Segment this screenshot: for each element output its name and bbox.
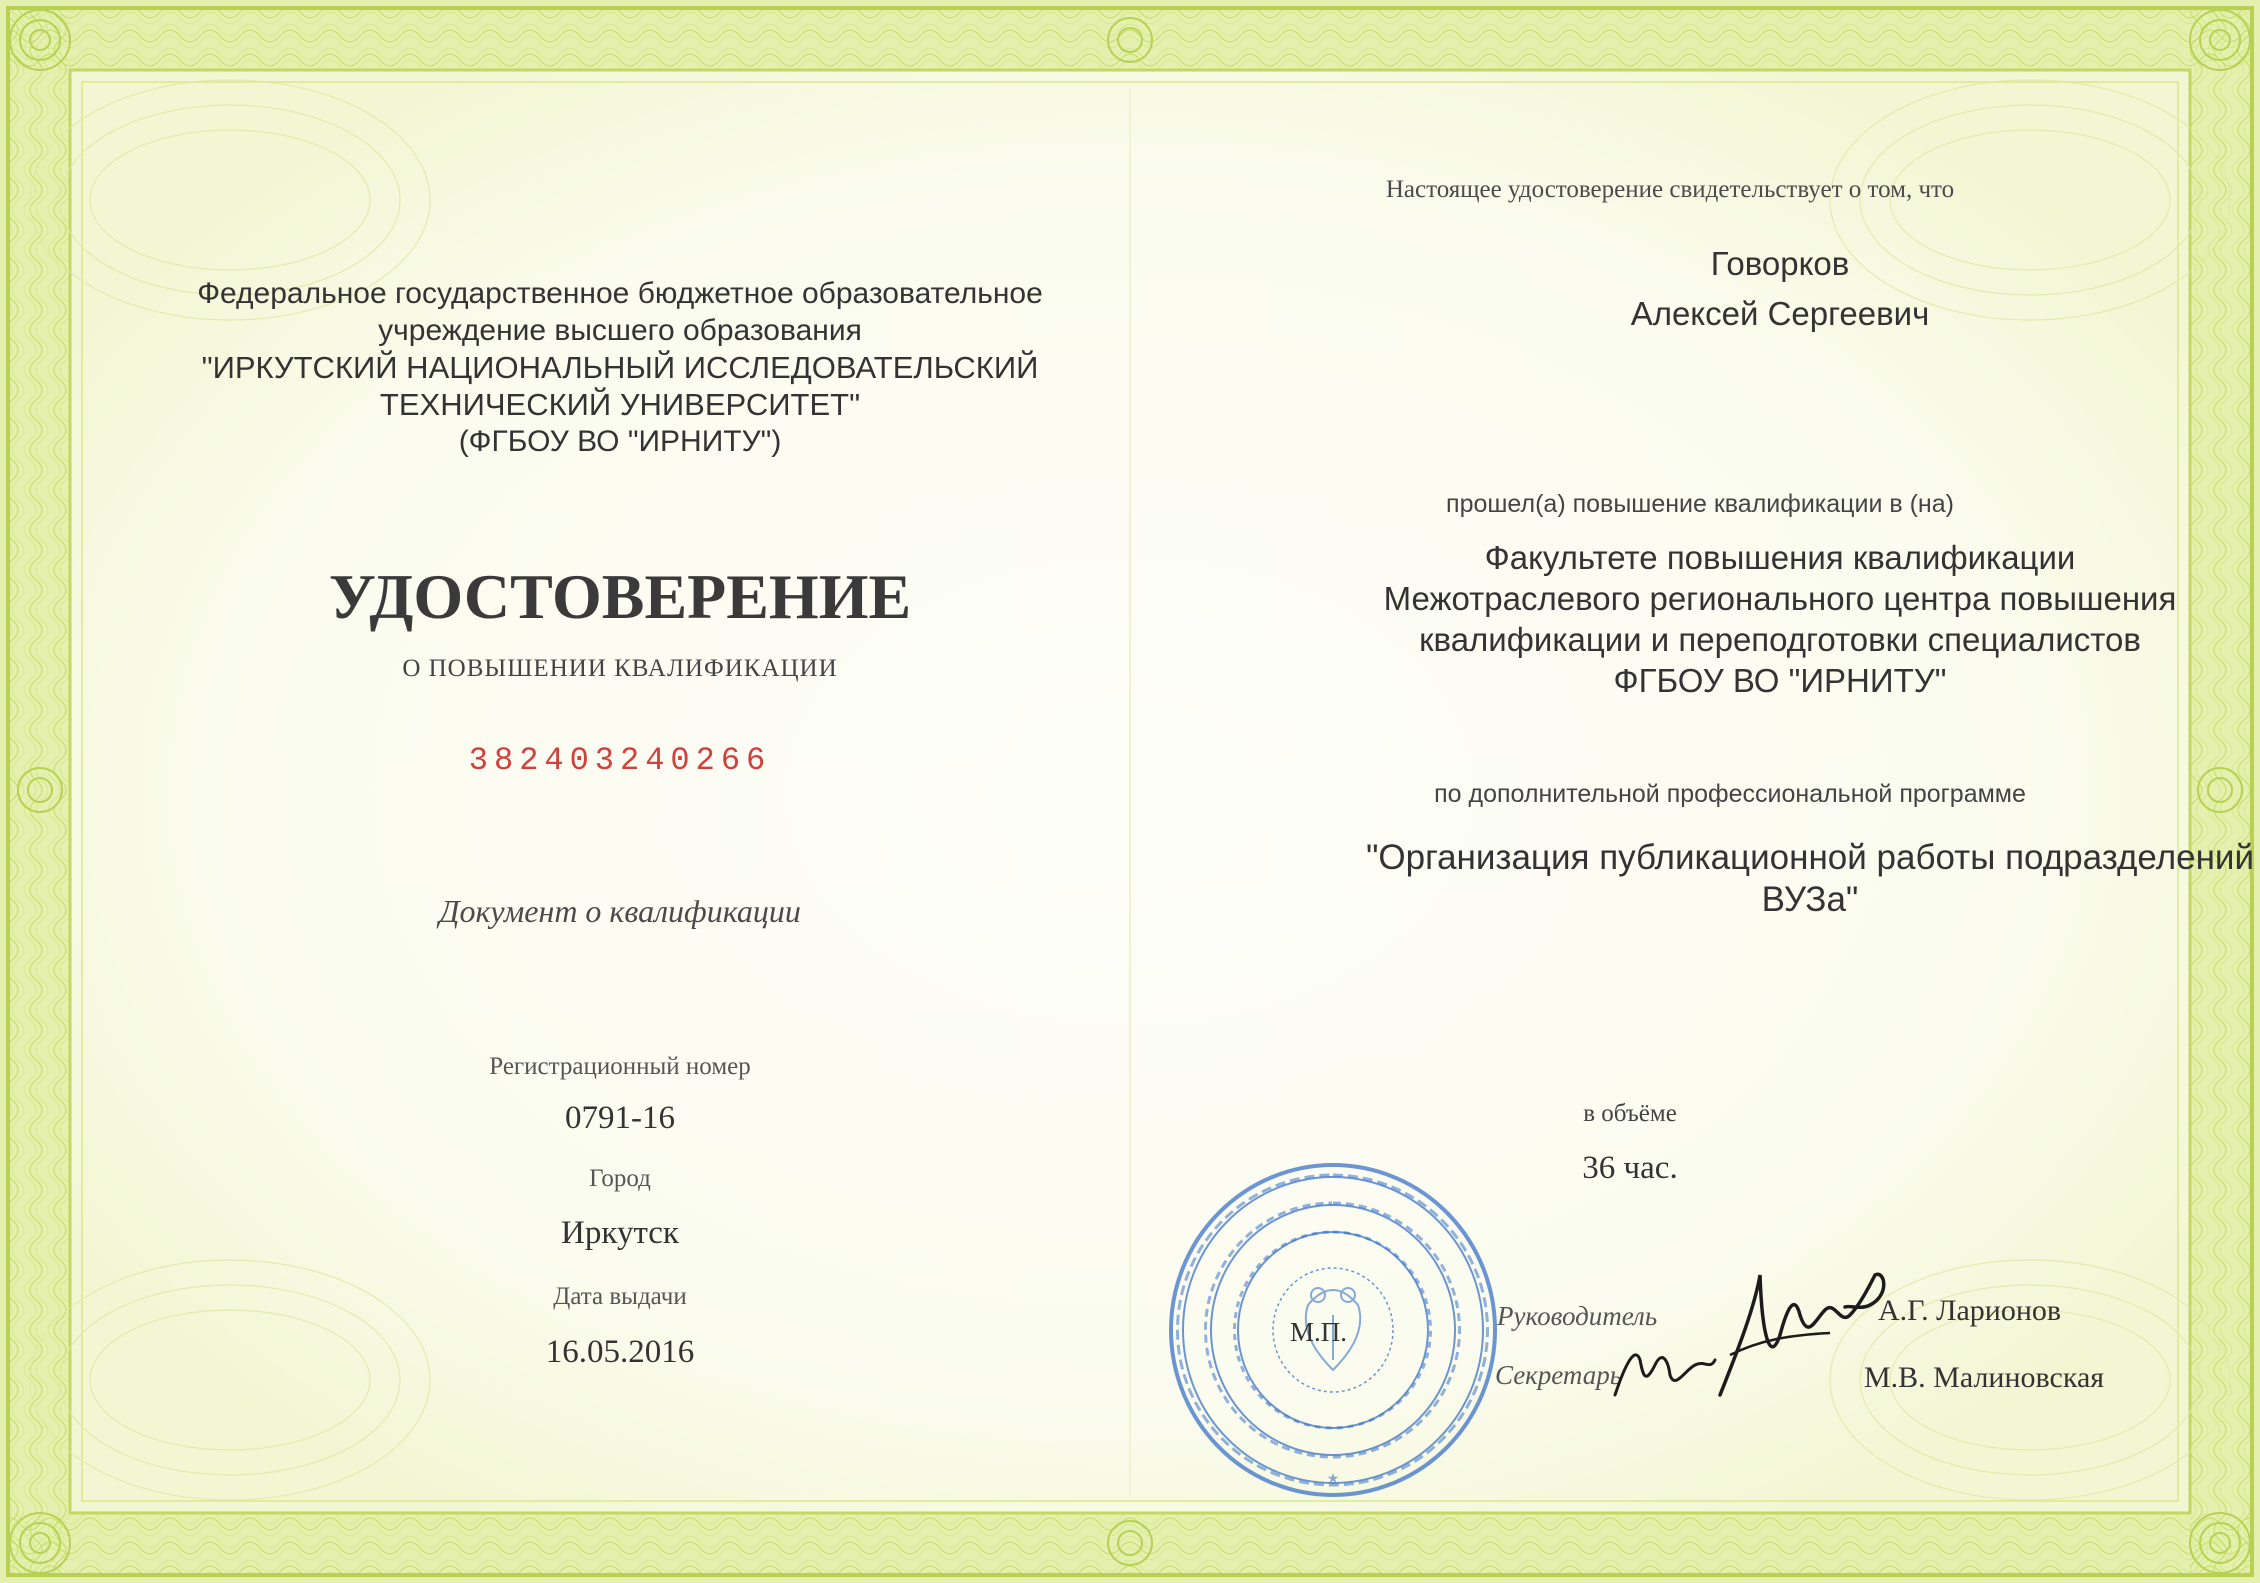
secretary-signature bbox=[1610, 1335, 1720, 1405]
institution-line-5: (ФГБОУ ВО "ИРНИТУ") bbox=[458, 425, 782, 458]
volume-hours: 36 час. bbox=[1582, 1150, 1678, 1186]
document-kind: Документ о квалификации bbox=[439, 893, 801, 929]
program-line-2: ВУЗа" bbox=[1761, 880, 1859, 919]
registration-label: Регистрационный номер bbox=[489, 1053, 751, 1080]
serial-number: 382403240266 bbox=[468, 742, 772, 779]
city-value: Иркутск bbox=[561, 1215, 679, 1251]
secretary-role-label: Секретарь bbox=[1495, 1360, 1623, 1390]
head-name: А.Г. Ларионов bbox=[1878, 1294, 2062, 1327]
faculty-line-1: Факультете повышения квалификации bbox=[1484, 539, 2076, 576]
program-line-1: "Организация публикационной работы подразделений bbox=[1365, 838, 2255, 877]
institution-name bbox=[170, 275, 1070, 460]
holder-surname: Говорков bbox=[1710, 245, 1850, 282]
secretary-name: М.В. Малиновская bbox=[1864, 1361, 2105, 1394]
document-subtitle: О ПОВЫШЕНИИ КВАЛИФИКАЦИИ bbox=[402, 655, 838, 682]
program-label: по дополнительной профессиональной программе bbox=[1434, 780, 2026, 808]
city-label: Город bbox=[589, 1165, 651, 1192]
registration-number: 0791-16 bbox=[565, 1100, 675, 1136]
program-name bbox=[1180, 837, 2260, 921]
institution-line-4: ТЕХНИЧЕСКИЙ УНИВЕРСИТЕТ" bbox=[379, 387, 861, 422]
issue-date: 16.05.2016 bbox=[545, 1334, 695, 1370]
faculty-line-4: ФГБОУ ВО "ИРНИТУ" bbox=[1613, 662, 1947, 699]
seal-place-mark: М.П. bbox=[1290, 1317, 1348, 1347]
certifies-intro: Настоящее удостоверение свидетельствует о том, что bbox=[1385, 176, 1955, 203]
head-role-label: Руководитель bbox=[1497, 1301, 1658, 1331]
document-title: УДОСТОВЕРЕНИЕ bbox=[328, 561, 912, 632]
holder-given-names: Алексей Сергеевич bbox=[1630, 295, 1930, 332]
institution-line-3: "ИРКУТСКИЙ НАЦИОНАЛЬНЫЙ ИССЛЕДОВАТЕЛЬСКИЙ bbox=[201, 350, 1039, 385]
faculty-name bbox=[1180, 537, 2260, 701]
passed-training-text: прошел(а) повышение квалификации в (на) bbox=[1446, 490, 1954, 518]
volume-label: в объёме bbox=[1583, 1100, 1677, 1127]
institution-line-1: Федеральное государственное бюджетное образовательное bbox=[197, 277, 1043, 310]
faculty-line-2: Межотраслевого регионального центра повышения bbox=[1383, 580, 2177, 617]
institution-line-2: учреждение высшего образования bbox=[378, 314, 862, 347]
svg-text:★: ★ bbox=[1326, 1472, 1340, 1487]
issue-date-label: Дата выдачи bbox=[553, 1283, 687, 1310]
faculty-line-3: квалификации и переподготовки специалистов bbox=[1419, 621, 2141, 658]
